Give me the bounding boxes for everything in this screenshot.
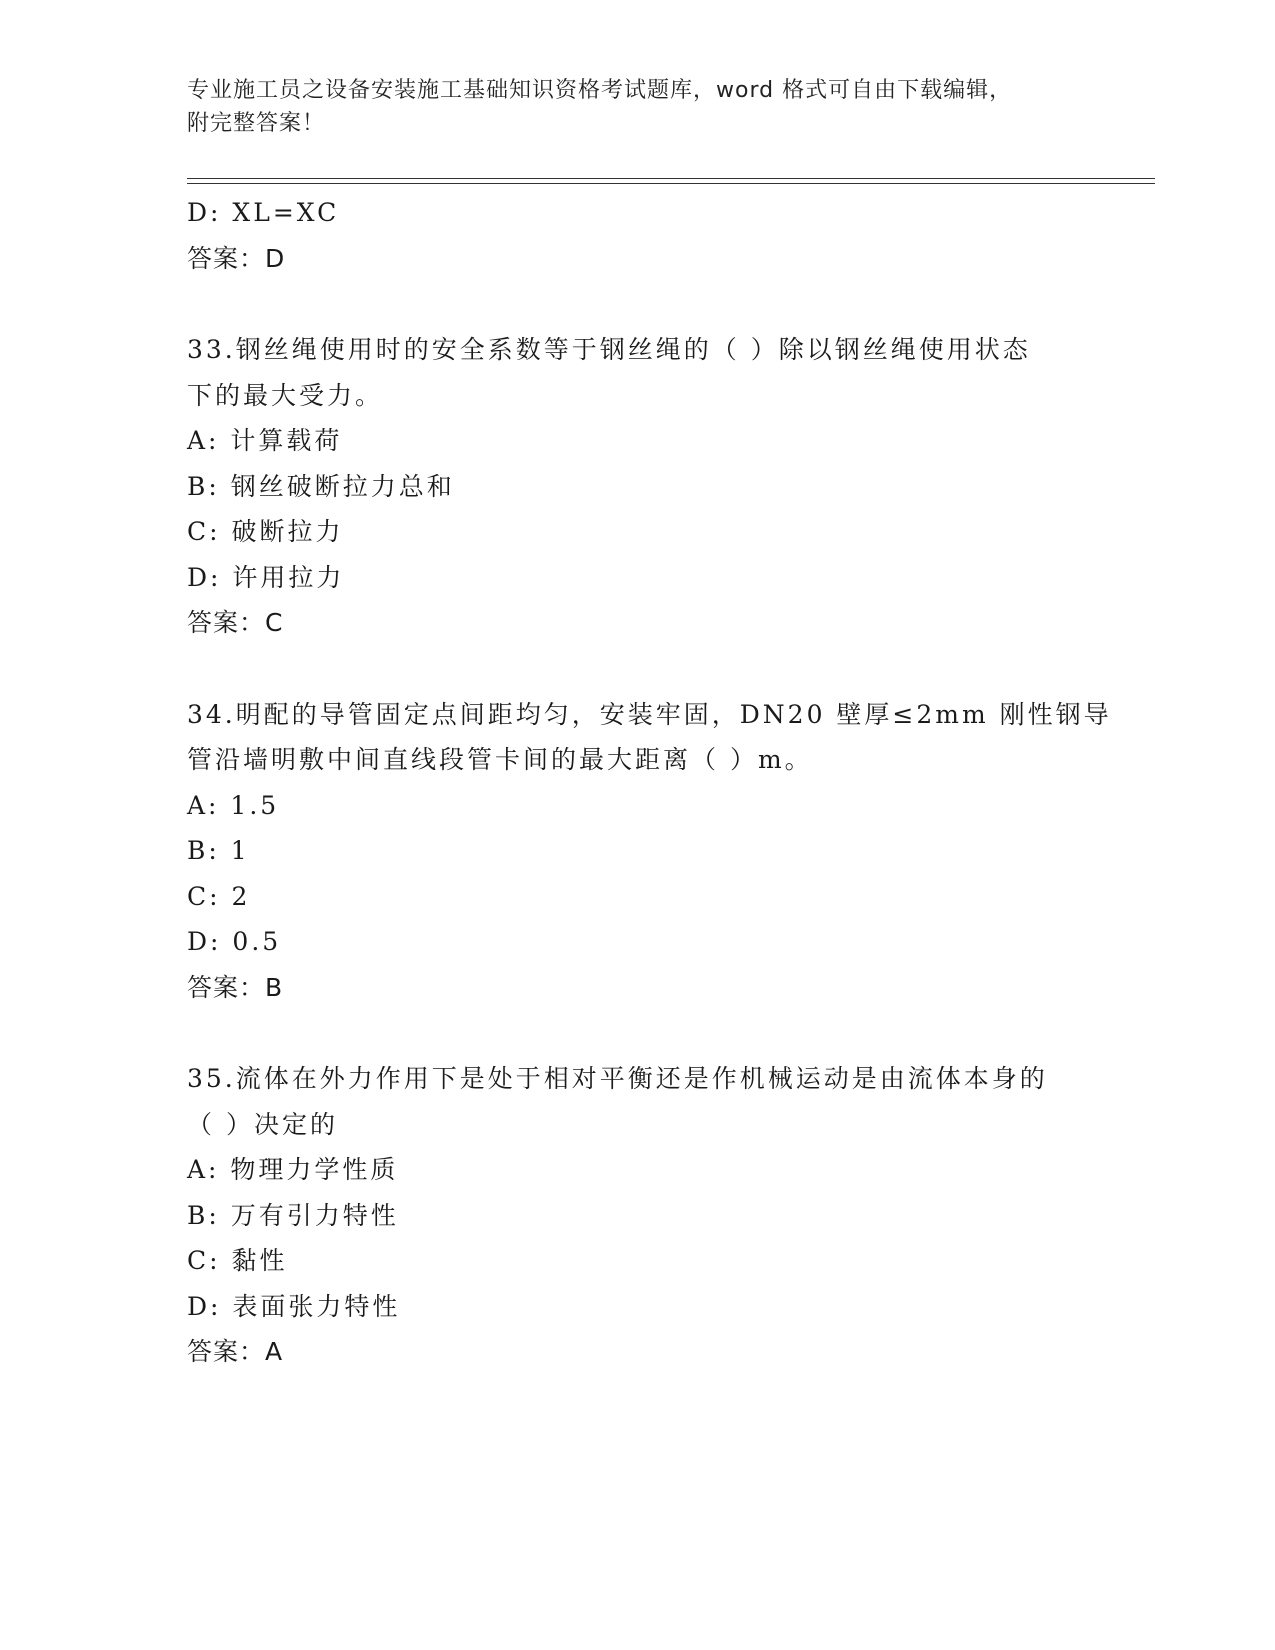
- question-stem-line: 管沿墙明敷中间直线段管卡间的最大距离（ ）m。: [187, 745, 813, 774]
- header-divider-bottom: [187, 183, 1155, 184]
- question-stem-line: 33.钢丝绳使用时的安全系数等于钢丝绳的（ ）除以钢丝绳使用状态: [187, 335, 1031, 364]
- question-stem-line: 35.流体在外力作用下是处于相对平衡还是作机械运动是由流体本身的: [187, 1064, 1048, 1093]
- answer: 答案：B: [187, 972, 284, 1002]
- question-stem-line: （ ）决定的: [187, 1109, 338, 1139]
- option-b: B: 1: [187, 836, 250, 865]
- document-header: [187, 74, 1067, 140]
- question-content: [187, 190, 1112, 1375]
- option-c: C: 破断拉力: [187, 517, 344, 546]
- question-33: [187, 327, 1087, 646]
- option-c: C: 2: [187, 881, 251, 911]
- option-c: C: 黏性: [187, 1246, 288, 1275]
- option-a: A: 计算载荷: [187, 426, 343, 455]
- option-b: B: 万有引力特性: [187, 1200, 399, 1230]
- question-34: [187, 692, 1112, 1011]
- option-d: D: 0.5: [187, 927, 282, 956]
- question-35: [187, 1056, 1087, 1375]
- option-d: D: 表面张力特性: [187, 1291, 401, 1321]
- previous-question-fragment: [187, 190, 1087, 281]
- option-a: A: 1.5: [187, 790, 280, 820]
- answer: 答案：A: [187, 1337, 284, 1366]
- option-b: B: 钢丝破断拉力总和: [187, 471, 455, 501]
- spacer: [187, 1010, 1087, 1056]
- question-stem-line: 34.明配的导管固定点间距均匀，安装牢固，DN20 壁厚≤2mm 刚性钢导: [187, 699, 1112, 729]
- option-d: D: XL=XC: [187, 198, 340, 227]
- answer: 答案：C: [187, 608, 284, 637]
- option-a: A: 物理力学性质: [187, 1155, 399, 1184]
- question-stem-line: 下的最大受力。: [187, 380, 384, 410]
- option-d: D: 许用拉力: [187, 562, 345, 592]
- header-line-2: 附完整答案！: [187, 111, 326, 136]
- header-divider-top: [187, 178, 1155, 179]
- spacer: [187, 646, 1087, 692]
- spacer: [187, 281, 1087, 327]
- header-line-1: 专业施工员之设备安装施工基础知识资格考试题库，word 格式可自由下载编辑，: [187, 78, 1013, 103]
- answer: 答案：D: [187, 243, 286, 273]
